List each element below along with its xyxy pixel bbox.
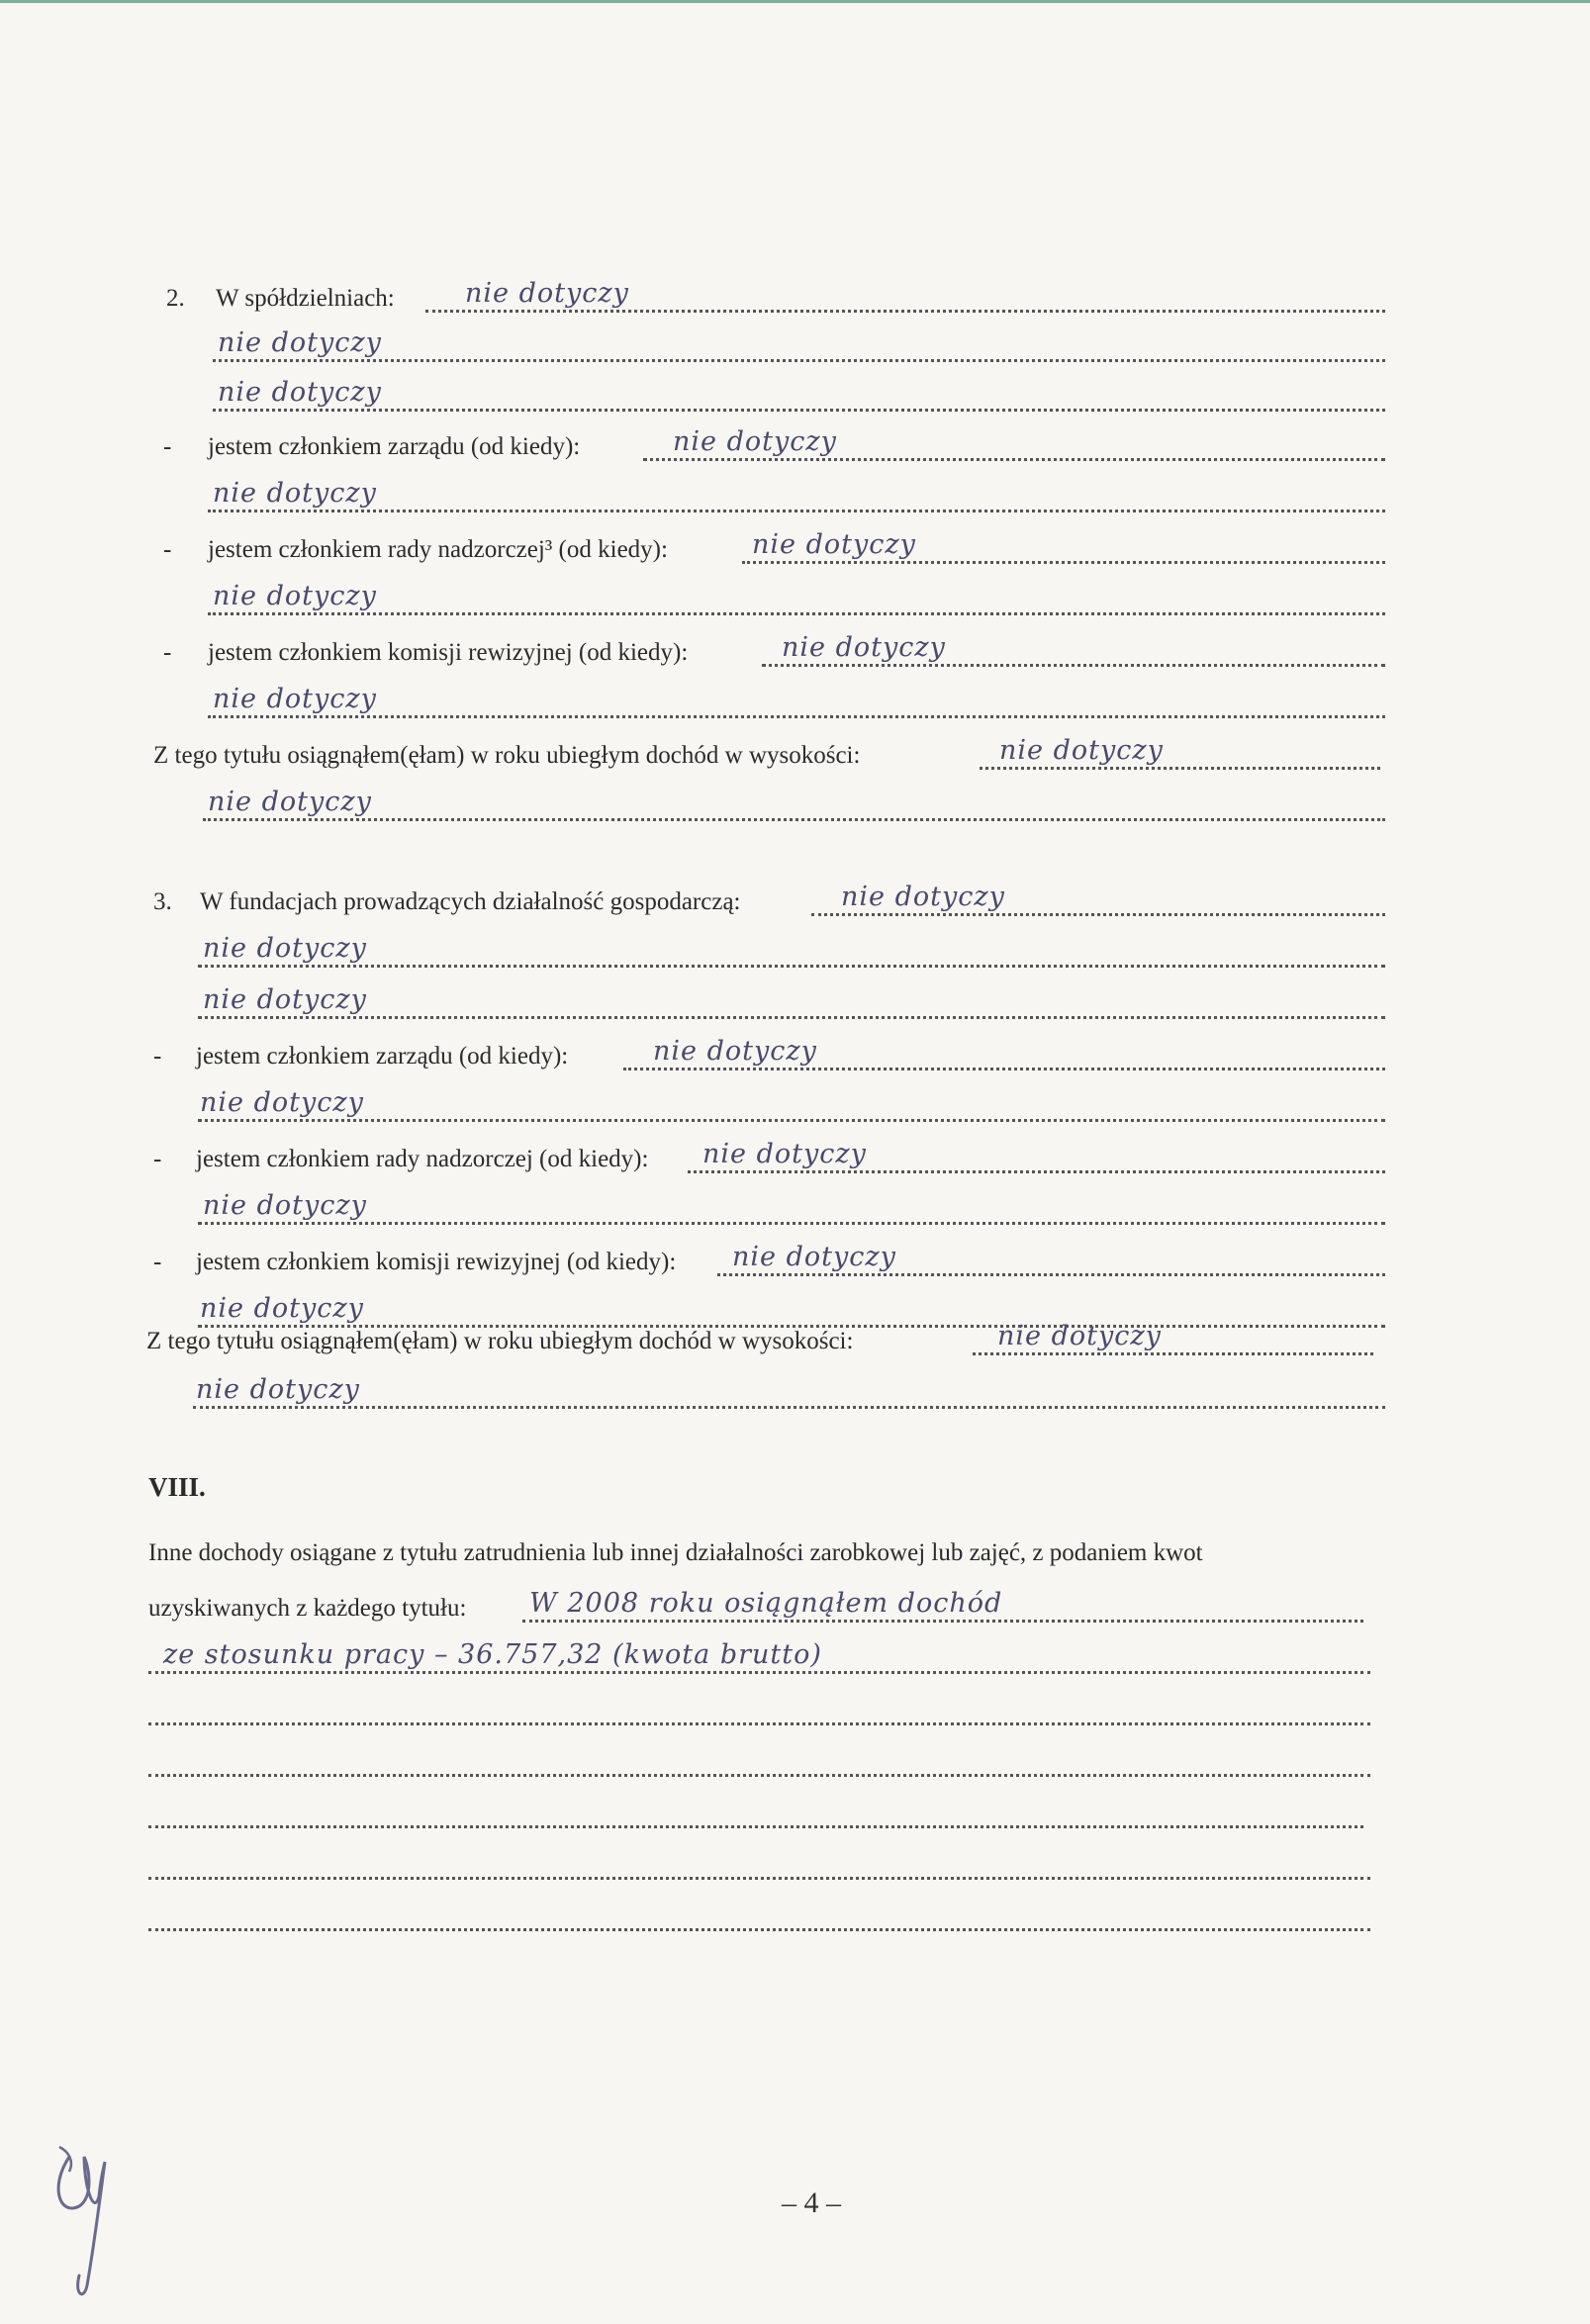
dotted-line bbox=[688, 1170, 1385, 1173]
handwritten-answer: nie dotyczy bbox=[200, 1087, 364, 1118]
s2-heading: W spółdzielniach: bbox=[216, 285, 395, 312]
s3-supervisory-line: - jestem członkiem rady nadzorczej (od kiedy): nie dotyczy bbox=[148, 1138, 1385, 1177]
dotted-line bbox=[522, 1620, 1363, 1623]
handwritten-answer: nie dotyczy bbox=[218, 327, 382, 358]
handwritten-answer: nie dotyczy bbox=[752, 529, 916, 560]
handwritten-answer: nie dotyczy bbox=[653, 1036, 817, 1067]
dotted-line bbox=[148, 1928, 1370, 1931]
s3-answer-line bbox=[148, 932, 1385, 972]
handwritten-answer: nie dotyczy bbox=[213, 478, 377, 509]
page-number: – 4 – bbox=[782, 2186, 841, 2219]
s3-income-answer bbox=[148, 1373, 1385, 1413]
s2-income-line bbox=[148, 734, 1380, 774]
handwritten-answer: nie dotyczy bbox=[218, 377, 382, 408]
empty-line bbox=[148, 1896, 1370, 1935]
s3-answer-line bbox=[148, 983, 1385, 1023]
handwritten-answer: nie dotyczy bbox=[213, 581, 377, 611]
s8-intro: Inne dochody osiągane z tytułu zatrudnienia lub innej działalności zarobkowej lub zajęć, z podaniem kwot bbox=[148, 1539, 1203, 1566]
handwritten-answer: nie dotyczy bbox=[203, 984, 367, 1015]
handwritten-answer: nie dotyczy bbox=[465, 278, 629, 309]
s2-income-label: Z tego tytułu osiągnąłem(ęłam) w roku ubiegłym dochód w wysokości: bbox=[153, 742, 861, 769]
s8-answer-line-1 bbox=[148, 1587, 1363, 1627]
handwritten-answer: nie dotyczy bbox=[196, 1374, 360, 1405]
s2-answer-line bbox=[148, 326, 1385, 366]
s8-answer-line-2 bbox=[148, 1638, 1370, 1678]
dotted-line bbox=[148, 1825, 1363, 1828]
s3-number: 3. bbox=[153, 888, 172, 915]
s3-income-label: Z tego tytułu osiągnąłem(ęłam) w roku ubiegłym dochód w wysokości: bbox=[146, 1328, 854, 1354]
s3-supervisory-label: jestem członkiem rady nadzorczej (od kiedy): bbox=[196, 1146, 649, 1172]
handwritten-answer: nie dotyczy bbox=[203, 933, 367, 964]
scan-edge bbox=[0, 0, 1590, 3]
s3-board-line: - jestem członkiem zarządu (od kiedy): nie dotyczy bbox=[148, 1035, 1385, 1074]
dotted-line bbox=[208, 715, 1385, 718]
s2-audit-label: jestem członkiem komisji rewizyjnej (od kiedy): bbox=[208, 639, 689, 666]
handwritten-answer: nie dotyczy bbox=[213, 684, 377, 714]
handwritten-answer: nie dotyczy bbox=[200, 1293, 364, 1324]
s3-audit-line: - jestem członkiem komisji rewizyjnej (od kiedy): nie dotyczy bbox=[148, 1241, 1385, 1280]
dotted-line bbox=[643, 458, 1385, 461]
s8-intro-2: uzyskiwanych z każdego tytułu: bbox=[148, 1595, 467, 1622]
handwritten-answer-amount: ze stosunku pracy – 36.757,32 (kwota brutto) bbox=[163, 1639, 822, 1670]
dotted-line bbox=[148, 1774, 1370, 1777]
dotted-line bbox=[198, 1222, 1385, 1225]
handwritten-answer: nie dotyczy bbox=[673, 426, 837, 457]
s2-audit-answer bbox=[148, 683, 1385, 722]
s2-supervisory-label: jestem członkiem rady nadzorczej³ (od kiedy): bbox=[208, 536, 668, 563]
s2-supervisory-line: - jestem członkiem rady nadzorczej³ (od kiedy): nie dotyczy bbox=[148, 528, 1385, 568]
s3-audit-label: jestem członkiem komisji rewizyjnej (od kiedy): bbox=[196, 1249, 677, 1275]
initials-signature bbox=[40, 2127, 129, 2315]
dotted-line bbox=[193, 1406, 1385, 1409]
handwritten-answer: nie dotyczy bbox=[999, 735, 1164, 766]
dotted-line bbox=[198, 965, 1385, 968]
s3-board-answer bbox=[148, 1086, 1385, 1126]
dotted-line bbox=[148, 1722, 1370, 1725]
handwritten-answer: nie dotyczy bbox=[203, 1190, 367, 1221]
handwritten-answer: nie dotyczy bbox=[841, 882, 1005, 912]
s3-supervisory-answer bbox=[148, 1189, 1385, 1229]
dotted-line bbox=[148, 1877, 1370, 1880]
s2-board-label: jestem członkiem zarządu (od kiedy): bbox=[208, 433, 581, 460]
s2-board-line: - jestem członkiem zarządu (od kiedy): nie dotyczy bbox=[148, 425, 1385, 465]
dotted-line bbox=[811, 913, 1385, 916]
dotted-line bbox=[742, 561, 1385, 564]
dotted-line bbox=[208, 510, 1385, 512]
empty-line bbox=[148, 1844, 1370, 1884]
dotted-line bbox=[148, 1671, 1370, 1674]
s8-intro-line bbox=[148, 1532, 1380, 1571]
handwritten-answer: nie dotyczy bbox=[702, 1139, 867, 1169]
s2-number: 2. bbox=[166, 285, 185, 312]
s8-title: VIII. bbox=[148, 1472, 206, 1502]
s2-audit-line: - jestem członkiem komisji rewizyjnej (od kiedy): nie dotyczy bbox=[148, 631, 1385, 671]
dotted-line bbox=[203, 818, 1385, 821]
s2-supervisory-answer bbox=[148, 580, 1385, 619]
s2-income-answer bbox=[148, 786, 1385, 825]
handwritten-answer: nie dotyczy bbox=[208, 787, 372, 817]
dotted-line bbox=[623, 1068, 1385, 1070]
dotted-line bbox=[213, 409, 1385, 412]
s3-heading: W fundacjach prowadzących działalność gospodarczą: bbox=[200, 888, 741, 915]
s3-board-label: jestem członkiem zarządu (od kiedy): bbox=[196, 1043, 569, 1069]
dotted-line bbox=[973, 1352, 1373, 1355]
handwritten-answer: nie dotyczy bbox=[997, 1321, 1162, 1351]
dotted-line bbox=[213, 359, 1385, 362]
handwritten-answer-income: W 2008 roku osiągnąłem dochód bbox=[529, 1588, 1003, 1619]
s2-answer-line bbox=[148, 376, 1385, 416]
empty-line bbox=[148, 1690, 1370, 1729]
dotted-line bbox=[198, 1016, 1385, 1019]
s3-income-line bbox=[146, 1320, 1373, 1359]
s2-board-answer bbox=[148, 477, 1385, 516]
empty-line bbox=[148, 1793, 1363, 1832]
handwritten-answer: nie dotyczy bbox=[732, 1242, 896, 1272]
dotted-line bbox=[198, 1119, 1385, 1122]
handwritten-answer: nie dotyczy bbox=[782, 632, 946, 663]
empty-line bbox=[148, 1741, 1370, 1781]
dotted-line bbox=[208, 612, 1385, 615]
dotted-line bbox=[717, 1273, 1385, 1276]
s2-heading-line bbox=[148, 277, 1385, 317]
dotted-line bbox=[762, 664, 1385, 667]
dotted-line bbox=[425, 310, 1385, 313]
dotted-line bbox=[980, 767, 1380, 770]
s3-heading-line bbox=[148, 881, 1385, 920]
